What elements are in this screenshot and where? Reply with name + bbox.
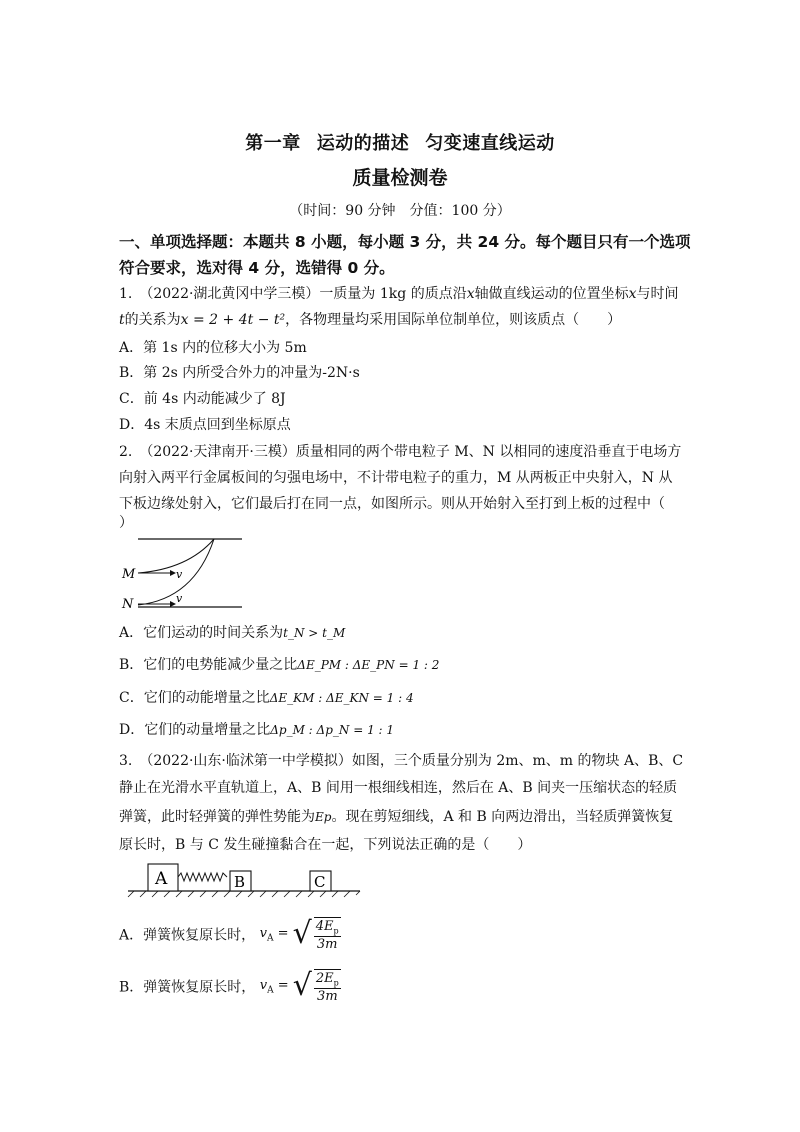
q1-option-d: D．4s 末质点回到坐标原点 <box>119 417 291 433</box>
q3-option-b-var: v <box>259 977 268 993</box>
q2-option-d-text: D．它们的动量增量之比 <box>119 722 271 738</box>
q1-text-b: 轴做直线运动的位置坐标 <box>474 286 629 302</box>
q3-text-b: 。现在剪短细线，A 和 B 向两边滑出，当轻质弹簧恢复 <box>331 809 674 825</box>
q2-figure <box>118 535 248 613</box>
q3-option-b-lhs: $v_A$ = <box>259 977 293 996</box>
q2-option-d-formula: Δp_M : Δp_N = 1 : 1 <box>270 723 395 737</box>
block-a-label: A <box>155 869 168 889</box>
q3-option-b-sub: A <box>267 985 274 996</box>
q3-option-a-var: v <box>259 925 267 941</box>
label-v-n: v <box>176 592 183 605</box>
chapter-label: 第一章 <box>245 133 301 154</box>
block-c-label: C <box>314 873 326 891</box>
sqrt-icon: √ <box>292 968 312 1004</box>
q1-option-c: C．前 4s 内动能减少了 8J <box>119 391 286 407</box>
q1-var-x2: x <box>628 286 637 302</box>
q2-option-b-text: B．它们的电势能减少量之比 <box>119 657 298 673</box>
q2-option-d <box>119 719 394 739</box>
exam-meta: （时间：90 分钟 分值：100 分） <box>289 203 511 219</box>
q1-text-d: ，各物理量均采用国际单位制单位，则该质点（ ） <box>285 312 622 328</box>
q1-text-c: 与时间 <box>636 286 679 302</box>
q3-option-a-text: A．弹簧恢复原长时， <box>119 927 256 944</box>
q3-line-3 <box>119 806 673 826</box>
q1-line-1 <box>119 283 679 303</box>
q2-line-4: ） <box>119 515 133 531</box>
topic-2: 匀变速直线运动 <box>425 133 555 154</box>
q1-text-relation: 的关系为 <box>124 312 181 328</box>
q3-option-b-num: 2E <box>315 971 334 986</box>
q1-line-2 <box>119 309 621 329</box>
q3-line-4: 原长时，B 与 C 发生碰撞黏合在一起，下列说法正确的是（ ） <box>119 837 532 853</box>
q2-option-a-text: A．它们运动的时间关系为 <box>119 625 284 641</box>
q2-option-c-formula: ΔE_KM : ΔE_KN = 1 : 4 <box>269 691 414 705</box>
block-b-label: B <box>234 873 246 891</box>
label-n: N <box>122 597 134 612</box>
q2-option-c <box>119 687 414 707</box>
q3-option-a-num: 4E <box>315 919 334 934</box>
q3-option-a-lhs: $v_A$ = <box>259 925 293 944</box>
q3-option-b-sqrt <box>314 969 341 1004</box>
section-1-line-2: 符合要求，选对得 4 分，选错得 0 分。 <box>119 259 395 277</box>
sqrt-icon: √ <box>292 916 312 952</box>
q3-option-a <box>119 917 341 952</box>
exam-title: 质量检测卷 <box>352 167 448 189</box>
q3-figure <box>126 860 362 898</box>
q3-option-b-text: B．弹簧恢复原长时， <box>119 979 256 996</box>
label-v-m: v <box>176 568 183 581</box>
q3-line-1: 3. （2022·山东·临沭第一中学模拟）如图，三个质量分别为 2m、m、m 的物块 A、B、C <box>119 753 684 769</box>
q1-formula: x = 2 + 4t − t² <box>180 312 286 328</box>
q2-option-b-formula: ΔE_PM : ΔE_PN = 1 : 2 <box>297 658 440 672</box>
q3-option-a-frac <box>314 919 341 952</box>
q3-option-b <box>119 969 341 1004</box>
q3-option-b-sub-p: p <box>333 978 339 988</box>
q3-option-b-frac <box>314 971 341 1004</box>
q3-option-b-den: 3m <box>317 988 338 1004</box>
q2-option-c-text: C．它们的动能增量之比 <box>119 690 270 706</box>
label-m: M <box>122 567 136 582</box>
q2-option-b <box>119 654 439 674</box>
q2-line-3: 下板边缘处射入，它们最后打在同一点，如图所示。则从开始射入至打到上板的过程中（ <box>119 496 665 512</box>
q1-var-t: t <box>119 312 125 328</box>
section-1-line-1: 一、单项选择题：本题共 8 小题，每小题 3 分，共 24 分。每个题目只有一个选项 <box>119 233 691 251</box>
q1-option-a: A．第 1s 内的位移大小为 5m <box>119 340 307 356</box>
q2-line-2: 向射入两平行金属板间的匀强电场中，不计带电粒子的重力，M 从两板正中央射入，N 从 <box>119 470 673 486</box>
topic-1: 运动的描述 <box>316 133 410 154</box>
q2-line-1: 2. （2022·天津南开·三模）质量相同的两个带电粒子 M、N 以相同的速度沿垂直于电场方 <box>119 444 682 460</box>
q2-option-a <box>119 622 345 642</box>
q3-option-a-sub: A <box>266 933 274 944</box>
q3-option-a-sub-p: p <box>333 926 339 936</box>
q1-option-b: B．第 2s 内所受合外力的冲量为-2N·s <box>119 365 360 381</box>
spring <box>178 873 227 881</box>
q3-text-a: 弹簧，此时轻弹簧的弹性势能为 <box>119 809 315 825</box>
q1-text-a: 1. （2022·湖北黄冈中学三模）一质量为 1kg 的质点沿 <box>119 286 467 302</box>
q1-var-x: x <box>466 286 475 302</box>
q2-option-a-formula: t_N > t_M <box>283 626 346 640</box>
q3-line-2: 静止在光滑水平直轨道上，A、B 间用一根细线相连，然后在 A、B 间夹一压缩状态的轻质 <box>119 780 678 796</box>
ground-hatching <box>128 891 360 897</box>
q3-option-a-sqrt <box>314 917 341 952</box>
q3-var-ep: Ep <box>315 810 332 824</box>
chapter-title <box>0 129 800 155</box>
q3-option-a-den: 3m <box>316 936 338 952</box>
